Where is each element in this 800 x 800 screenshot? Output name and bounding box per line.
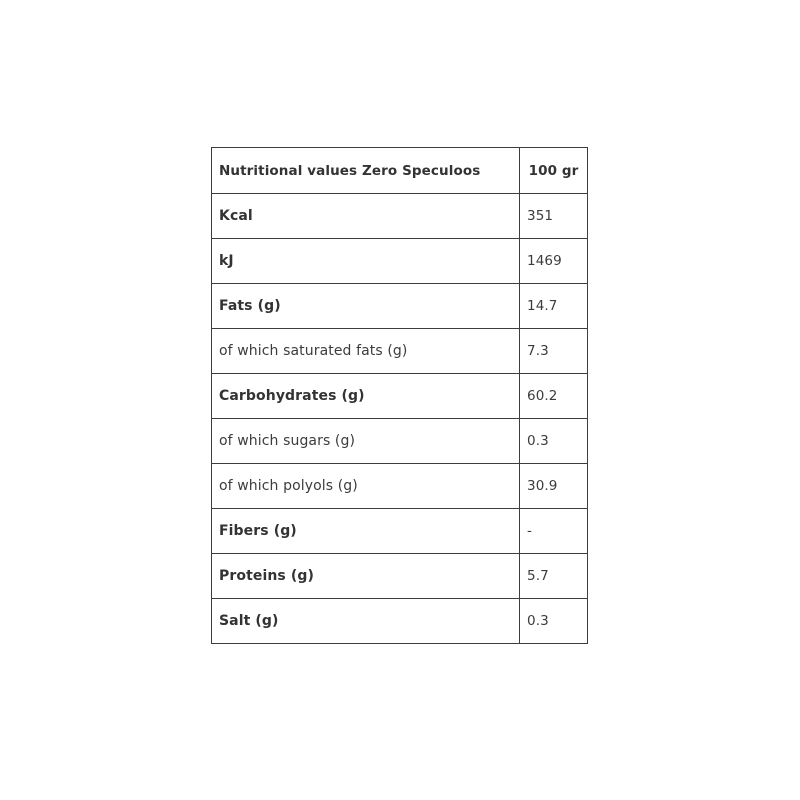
table-row <box>212 464 588 509</box>
row-label-kcal: Kcal <box>212 194 520 239</box>
row-label-fibers: Fibers (g) <box>212 509 520 554</box>
table-row <box>212 509 588 554</box>
row-value-sugars: 0.3 <box>520 419 588 464</box>
row-value-kcal: 351 <box>520 194 588 239</box>
row-label-sugars: of which sugars (g) <box>212 419 520 464</box>
table-row <box>212 554 588 599</box>
row-label-kj: kJ <box>212 239 520 284</box>
table-row <box>212 374 588 419</box>
row-value-proteins: 5.7 <box>520 554 588 599</box>
row-label-salt: Salt (g) <box>212 599 520 644</box>
header-value: 100 gr <box>520 148 588 194</box>
row-value-saturated-fats: 7.3 <box>520 329 588 374</box>
row-value-fats: 14.7 <box>520 284 588 329</box>
table-row <box>212 419 588 464</box>
row-value-salt: 0.3 <box>520 599 588 644</box>
row-label-carbohydrates: Carbohydrates (g) <box>212 374 520 419</box>
table-row <box>212 194 588 239</box>
table-row <box>212 239 588 284</box>
row-value-polyols: 30.9 <box>520 464 588 509</box>
table-row <box>212 284 588 329</box>
table-header-row <box>212 148 588 194</box>
row-label-proteins: Proteins (g) <box>212 554 520 599</box>
row-value-carbohydrates: 60.2 <box>520 374 588 419</box>
row-value-fibers: - <box>520 509 588 554</box>
nutrition-table <box>211 147 588 644</box>
row-value-kj: 1469 <box>520 239 588 284</box>
header-label: Nutritional values Zero Speculoos <box>212 148 520 194</box>
row-label-polyols: of which polyols (g) <box>212 464 520 509</box>
row-label-saturated-fats: of which saturated fats (g) <box>212 329 520 374</box>
row-label-fats: Fats (g) <box>212 284 520 329</box>
table-row <box>212 329 588 374</box>
table-row <box>212 599 588 644</box>
